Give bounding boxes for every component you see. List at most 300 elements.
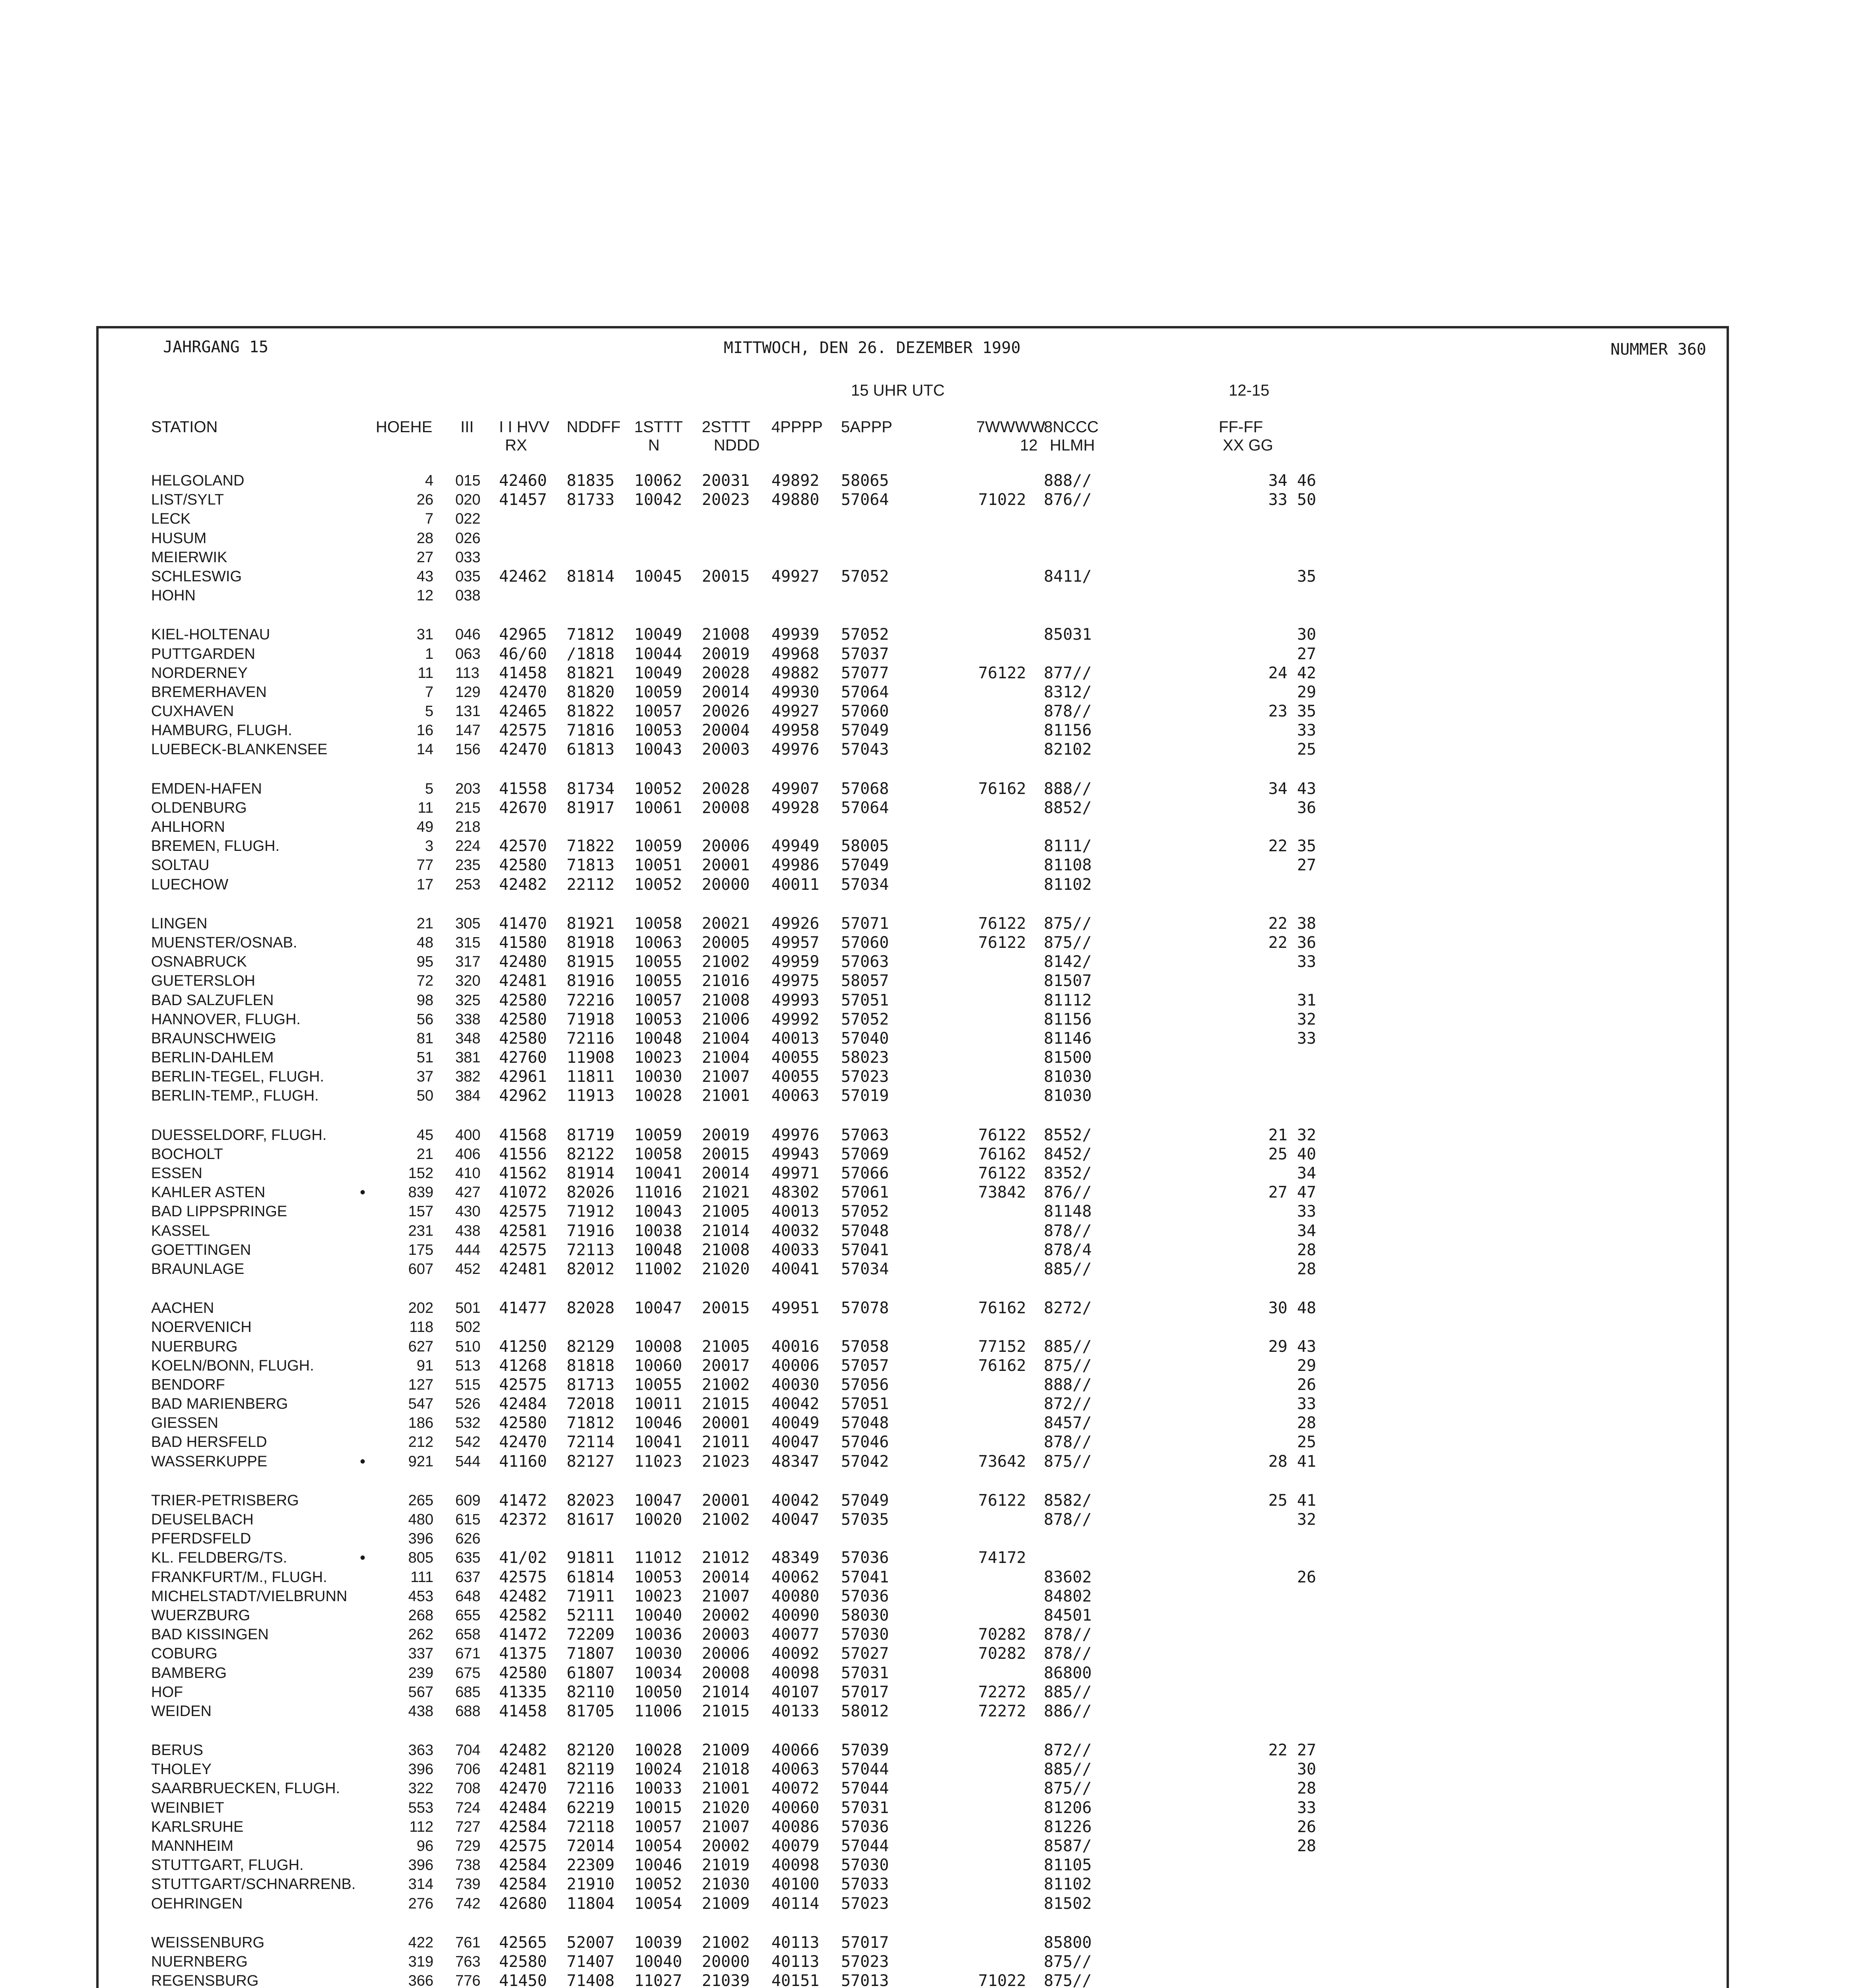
- group-4pppp: 40013: [771, 1202, 820, 1221]
- group-4pppp: 49971: [771, 1164, 820, 1182]
- group-5appp: 57030: [841, 1856, 889, 1875]
- station-name: OEHRINGEN: [151, 1895, 243, 1912]
- group-nddff: 81821: [567, 664, 615, 682]
- group-ffff: 25: [1297, 1433, 1316, 1452]
- table-row: [0, 1568, 1855, 1587]
- group-1sttt: 10058: [634, 1145, 682, 1163]
- station-index: 131: [455, 703, 481, 720]
- group-2sttt: 20001: [702, 856, 750, 875]
- group-1sttt: 10023: [634, 1587, 682, 1606]
- group-nddff: 81914: [567, 1164, 615, 1182]
- station-name: BOCHOLT: [151, 1145, 223, 1163]
- group-2sttt: 21007: [702, 1068, 750, 1086]
- group-1sttt: 10020: [634, 1510, 682, 1529]
- station-index: 544: [455, 1453, 481, 1470]
- station-height: 31: [416, 626, 433, 643]
- group-ffff: 30 48: [1268, 1299, 1316, 1318]
- group-2sttt: 20015: [702, 1299, 750, 1318]
- group-5appp: 57013: [841, 1972, 889, 1988]
- group-1sttt: 11012: [634, 1549, 682, 1567]
- group-8nccc: 81112: [1044, 991, 1092, 1010]
- station-index: 648: [455, 1588, 481, 1605]
- station-height: 43: [416, 568, 433, 585]
- group-4pppp: 40107: [771, 1683, 820, 1701]
- table-row: [0, 1145, 1855, 1164]
- table-row: [0, 1856, 1855, 1875]
- group-1sttt: 10053: [634, 1010, 682, 1029]
- group-5appp: 57052: [841, 1010, 889, 1029]
- station-index: 026: [455, 530, 481, 547]
- group-ihvv: 42580: [499, 1664, 547, 1682]
- group-5appp: 57061: [841, 1183, 889, 1202]
- group-5appp: 57036: [841, 1549, 889, 1567]
- group-nddff: 82122: [567, 1145, 615, 1163]
- group-8nccc: 81030: [1044, 1087, 1092, 1105]
- group-nddff: 71822: [567, 837, 615, 856]
- station-height: 16: [416, 722, 433, 739]
- group-ihvv: 42482: [499, 1587, 547, 1606]
- group-2sttt: 21004: [702, 1029, 750, 1048]
- station-height: 127: [408, 1376, 433, 1393]
- station-index: 513: [455, 1357, 481, 1374]
- station-name: PUTTGARDEN: [151, 645, 255, 662]
- group-ihvv: 42584: [499, 1875, 547, 1894]
- station-height: 1: [425, 645, 433, 662]
- station-height: 314: [408, 1876, 433, 1893]
- group-5appp: 58057: [841, 972, 889, 990]
- group-1sttt: 11023: [634, 1452, 682, 1471]
- group-1sttt: 10041: [634, 1164, 682, 1182]
- station-name: LIST/SYLT: [151, 491, 224, 509]
- station-index: 776: [455, 1972, 481, 1988]
- station-index: 452: [455, 1260, 481, 1277]
- group-1sttt: 11002: [634, 1260, 682, 1278]
- group-5appp: 58023: [841, 1048, 889, 1067]
- group-2sttt: 20002: [702, 1837, 750, 1855]
- table-row: [0, 1241, 1855, 1260]
- group-1sttt: 10040: [634, 1606, 682, 1625]
- station-name: LINGEN: [151, 915, 208, 932]
- group-4pppp: 40092: [771, 1644, 820, 1663]
- group-4pppp: 40133: [771, 1702, 820, 1720]
- group-ffff: 28 41: [1268, 1452, 1316, 1471]
- group-ihvv: 42680: [499, 1894, 547, 1913]
- group-4pppp: 48347: [771, 1452, 820, 1471]
- station-index: 727: [455, 1818, 481, 1835]
- station-index: 626: [455, 1530, 481, 1547]
- group-4pppp: 40079: [771, 1837, 820, 1855]
- station-index: 515: [455, 1376, 481, 1393]
- group-5appp: 57060: [841, 702, 889, 721]
- group-ffff: 25: [1297, 740, 1316, 759]
- group-5appp: 57033: [841, 1875, 889, 1894]
- group-1sttt: 10057: [634, 702, 682, 721]
- station-index: 382: [455, 1068, 481, 1085]
- group-8nccc: 885//: [1044, 1260, 1092, 1278]
- col-2sttt: 2STTT: [702, 418, 751, 436]
- group-5appp: 57036: [841, 1587, 889, 1606]
- group-7wwww: 72272: [978, 1683, 1026, 1701]
- table-row: [0, 721, 1855, 740]
- group-1sttt: 10055: [634, 953, 682, 971]
- group-5appp: 57034: [841, 1260, 889, 1278]
- group-7wwww: 77152: [978, 1337, 1026, 1356]
- group-4pppp: 40063: [771, 1087, 820, 1105]
- station-height: 322: [408, 1780, 433, 1797]
- station-index: 022: [455, 511, 481, 528]
- group-5appp: 57044: [841, 1779, 889, 1798]
- station-name: WEIDEN: [151, 1703, 212, 1720]
- group-ihvv: 42961: [499, 1068, 547, 1086]
- station-index: 738: [455, 1857, 481, 1874]
- station-index: 637: [455, 1569, 481, 1586]
- group-ihvv: 41/02: [499, 1549, 547, 1567]
- group-1sttt: 10028: [634, 1741, 682, 1760]
- station-index: 305: [455, 915, 481, 932]
- station-index: 438: [455, 1222, 481, 1239]
- group-ihvv: 42481: [499, 1260, 547, 1278]
- group-5appp: 57049: [841, 1491, 889, 1510]
- group-4pppp: 49892: [771, 472, 820, 490]
- group-ffff: 22 35: [1268, 837, 1316, 856]
- table-row: [0, 1318, 1855, 1337]
- group-ffff: 30: [1297, 625, 1316, 644]
- station-name: HELGOLAND: [151, 472, 245, 489]
- station-height: 152: [408, 1165, 433, 1182]
- group-ihvv: 42580: [499, 1952, 547, 1971]
- station-name: KIEL-HOLTENAU: [151, 626, 270, 643]
- group-ihvv: 41072: [499, 1183, 547, 1202]
- group-8nccc: 81102: [1044, 1875, 1092, 1894]
- station-name: BERLIN-TEGEL, FLUGH.: [151, 1068, 324, 1085]
- station-name: WEINBIET: [151, 1799, 224, 1816]
- group-1sttt: 10061: [634, 798, 682, 817]
- station-name: BERLIN-DAHLEM: [151, 1049, 274, 1066]
- table-row: [0, 1625, 1855, 1644]
- station-index: 253: [455, 876, 481, 893]
- table-row: [0, 1202, 1855, 1221]
- group-ihvv: 42670: [499, 798, 547, 817]
- group-4pppp: 49939: [771, 625, 820, 644]
- group-ihvv: 46/60: [499, 645, 547, 663]
- table-row: [0, 509, 1855, 528]
- station-height: 112: [409, 1818, 433, 1835]
- group-ffff: 22 27: [1268, 1741, 1316, 1760]
- station-index: 035: [455, 568, 481, 585]
- station-height: 396: [408, 1761, 433, 1778]
- group-2sttt: 21011: [702, 1433, 750, 1452]
- group-5appp: 57069: [841, 1145, 889, 1163]
- station-height: 422: [408, 1934, 433, 1951]
- group-4pppp: 40113: [771, 1952, 820, 1971]
- group-2sttt: 20015: [702, 567, 750, 586]
- group-5appp: 58030: [841, 1606, 889, 1625]
- group-ffff: 34 43: [1268, 779, 1316, 798]
- group-nddff: 82120: [567, 1741, 615, 1760]
- station-height: 547: [408, 1396, 433, 1413]
- station-height: 7: [425, 683, 433, 701]
- table-row: [0, 779, 1855, 798]
- table-row: [0, 1798, 1855, 1817]
- group-2sttt: 20006: [702, 1644, 750, 1663]
- group-ihvv: 41450: [499, 1972, 547, 1988]
- table-row: [0, 1587, 1855, 1606]
- group-2sttt: 20014: [702, 1568, 750, 1586]
- group-1sttt: 10059: [634, 837, 682, 856]
- station-name: KAHLER ASTEN: [151, 1184, 266, 1201]
- station-index: 033: [455, 549, 481, 566]
- group-nddff: 11913: [567, 1087, 615, 1105]
- issue-number: NUMMER 360: [1610, 340, 1706, 359]
- group-ihvv: 42470: [499, 1433, 547, 1452]
- group-ihvv: 41250: [499, 1337, 547, 1356]
- group-1sttt: 10058: [634, 914, 682, 933]
- station-height: 4: [425, 472, 433, 489]
- group-ffff: 30: [1297, 1760, 1316, 1779]
- station-index: 156: [455, 741, 481, 758]
- station-height: 28: [416, 530, 433, 547]
- group-1sttt: 10046: [634, 1414, 682, 1433]
- group-5appp: 57051: [841, 991, 889, 1010]
- station-height: 186: [408, 1415, 433, 1432]
- group-8nccc: 8852/: [1044, 798, 1092, 817]
- group-4pppp: 40047: [771, 1510, 820, 1529]
- group-ihvv: 42470: [499, 1779, 547, 1798]
- table-row: [0, 1644, 1855, 1663]
- group-ffff: 32: [1297, 1510, 1316, 1529]
- group-nddff: 81617: [567, 1510, 615, 1529]
- table-row: [0, 1048, 1855, 1067]
- group-8nccc: 8457/: [1044, 1414, 1092, 1433]
- station-index: 729: [455, 1838, 481, 1854]
- group-nddff: 81719: [567, 1126, 615, 1144]
- station-name: AHLHORN: [151, 819, 225, 835]
- group-ffff: 32: [1297, 1010, 1316, 1029]
- group-1sttt: 10015: [634, 1798, 682, 1817]
- group-8nccc: 81105: [1044, 1856, 1092, 1875]
- station-height: 21: [416, 1145, 433, 1163]
- table-row: [0, 1702, 1855, 1721]
- station-index: 063: [455, 645, 481, 662]
- group-4pppp: 40062: [771, 1568, 820, 1586]
- group-1sttt: 10055: [634, 1375, 682, 1394]
- station-height: 607: [408, 1260, 433, 1277]
- station-height: 5: [425, 703, 433, 720]
- group-nddff: 61807: [567, 1664, 615, 1682]
- group-ihvv: 42565: [499, 1933, 547, 1952]
- group-2sttt: 20023: [702, 491, 750, 509]
- group-nddff: 82110: [567, 1683, 615, 1701]
- period-label: 12-15: [1229, 382, 1270, 399]
- group-2sttt: 21015: [702, 1395, 750, 1413]
- group-nddff: 82028: [567, 1299, 615, 1318]
- table-row: [0, 1606, 1855, 1625]
- station-height: 567: [408, 1683, 433, 1701]
- station-height: 438: [408, 1703, 433, 1720]
- station-height: 839: [408, 1184, 433, 1201]
- group-5appp: 57049: [841, 856, 889, 875]
- group-4pppp: 49957: [771, 933, 820, 952]
- group-8nccc: 878//: [1044, 1510, 1092, 1529]
- group-nddff: 82127: [567, 1452, 615, 1471]
- group-2sttt: 20008: [702, 798, 750, 817]
- group-5appp: 57023: [841, 1952, 889, 1971]
- group-2sttt: 21014: [702, 1683, 750, 1701]
- group-nddff: 72014: [567, 1837, 615, 1855]
- group-1sttt: 10048: [634, 1029, 682, 1048]
- group-8nccc: 878//: [1044, 1221, 1092, 1240]
- group-4pppp: 49907: [771, 779, 820, 798]
- station-name: BRAUNSCHWEIG: [151, 1030, 276, 1047]
- group-1sttt: 10049: [634, 625, 682, 644]
- group-4pppp: 49949: [771, 837, 820, 856]
- table-row: [0, 837, 1855, 856]
- group-ihvv: 42462: [499, 567, 547, 586]
- group-nddff: 91811: [567, 1549, 615, 1567]
- group-ihvv: 42484: [499, 1798, 547, 1817]
- station-name: MUENSTER/OSNAB.: [151, 934, 297, 951]
- group-8nccc: 876//: [1044, 491, 1092, 509]
- group-2sttt: 21005: [702, 1202, 750, 1221]
- group-1sttt: 10011: [634, 1395, 682, 1413]
- group-7wwww: 71022: [978, 1972, 1026, 1988]
- group-4pppp: 49926: [771, 914, 820, 933]
- station-group: [0, 914, 1855, 1106]
- station-index: 427: [455, 1184, 481, 1201]
- group-ihvv: 42581: [499, 1221, 547, 1240]
- group-nddff: 71916: [567, 1221, 615, 1240]
- group-8nccc: 83602: [1044, 1568, 1092, 1586]
- group-nddff: 82026: [567, 1183, 615, 1202]
- station-index: 348: [455, 1030, 481, 1047]
- col-5appp: 5APPP: [841, 418, 892, 436]
- group-ihvv: 41558: [499, 779, 547, 798]
- group-8nccc: 877//: [1044, 664, 1092, 682]
- group-1sttt: 11016: [634, 1183, 682, 1202]
- station-height: 453: [408, 1588, 433, 1605]
- station-name: KOELN/BONN, FLUGH.: [151, 1357, 314, 1374]
- group-2sttt: 20005: [702, 933, 750, 952]
- station-name: OLDENBURG: [151, 799, 247, 816]
- group-4pppp: 49959: [771, 953, 820, 971]
- group-4pppp: 49943: [771, 1145, 820, 1163]
- group-2sttt: 20002: [702, 1606, 750, 1625]
- station-table: [0, 471, 1855, 1988]
- group-1sttt: 10039: [634, 1933, 682, 1952]
- group-ihvv: 42575: [499, 1568, 547, 1586]
- group-5appp: 57041: [841, 1241, 889, 1259]
- mountain-marker: •: [360, 1452, 366, 1470]
- group-ihvv: 41268: [499, 1356, 547, 1375]
- group-4pppp: 40086: [771, 1817, 820, 1836]
- group-2sttt: 21006: [702, 1010, 750, 1029]
- group-ffff: 29: [1297, 683, 1316, 701]
- station-name: SCHLESWIG: [151, 568, 242, 585]
- mountain-marker: •: [360, 1184, 366, 1202]
- table-row: [0, 1260, 1855, 1279]
- table-row: [0, 548, 1855, 567]
- group-8nccc: 875//: [1044, 1952, 1092, 1971]
- station-group: [0, 1126, 1855, 1279]
- group-ihvv: 42575: [499, 1837, 547, 1855]
- group-2sttt: 20006: [702, 837, 750, 856]
- group-nddff: 72216: [567, 991, 615, 1010]
- group-1sttt: 10059: [634, 683, 682, 701]
- group-8nccc: 81156: [1044, 721, 1092, 740]
- station-height: 91: [416, 1357, 433, 1374]
- group-ffff: 34: [1297, 1164, 1316, 1182]
- station-height: 805: [408, 1549, 433, 1567]
- group-8nccc: 81226: [1044, 1817, 1092, 1836]
- station-height: 627: [408, 1338, 433, 1355]
- station-index: 129: [455, 683, 481, 701]
- group-nddff: 71812: [567, 1414, 615, 1433]
- group-2sttt: 21023: [702, 1452, 750, 1471]
- station-height: 81: [416, 1030, 433, 1047]
- group-5appp: 57060: [841, 933, 889, 952]
- group-2sttt: 21002: [702, 1375, 750, 1394]
- station-name: BAMBERG: [151, 1664, 227, 1681]
- group-2sttt: 21020: [702, 1260, 750, 1278]
- station-height: 265: [408, 1492, 433, 1509]
- station-name: BAD HERSFELD: [151, 1434, 267, 1451]
- group-1sttt: 10051: [634, 856, 682, 875]
- station-index: 655: [455, 1607, 481, 1624]
- station-index: 502: [455, 1319, 481, 1336]
- table-row: [0, 683, 1855, 702]
- group-1sttt: 11006: [634, 1702, 682, 1720]
- table-row: [0, 1510, 1855, 1529]
- group-nddff: 81916: [567, 972, 615, 990]
- group-5appp: 57031: [841, 1664, 889, 1682]
- station-index: 315: [455, 934, 481, 951]
- station-index: 400: [455, 1126, 481, 1143]
- group-ffff: 28: [1297, 1779, 1316, 1798]
- group-5appp: 57041: [841, 1568, 889, 1586]
- group-1sttt: 10036: [634, 1625, 682, 1644]
- table-row: [0, 1529, 1855, 1548]
- station-index: 317: [455, 953, 481, 971]
- group-8nccc: 875//: [1044, 1779, 1092, 1798]
- group-5appp: 57058: [841, 1337, 889, 1356]
- group-4pppp: 40080: [771, 1587, 820, 1606]
- group-2sttt: 21009: [702, 1894, 750, 1913]
- group-4pppp: 40090: [771, 1606, 820, 1625]
- group-4pppp: 49976: [771, 1126, 820, 1144]
- group-8nccc: 81030: [1044, 1068, 1092, 1086]
- station-index: 224: [455, 838, 481, 855]
- table-row: [0, 1126, 1855, 1145]
- group-1sttt: 10054: [634, 1837, 682, 1855]
- group-8nccc: 8452/: [1044, 1145, 1092, 1163]
- group-nddff: 71812: [567, 625, 615, 644]
- station-group: [0, 1741, 1855, 1913]
- group-8nccc: 8111/: [1044, 837, 1092, 856]
- station-index: 038: [455, 587, 481, 604]
- group-2sttt: 21002: [702, 1510, 750, 1529]
- group-2sttt: 20028: [702, 779, 750, 798]
- group-1sttt: 10042: [634, 491, 682, 509]
- group-1sttt: 11027: [634, 1972, 682, 1988]
- group-ffff: 26: [1297, 1568, 1316, 1586]
- station-name: WASSERKUPPE: [151, 1453, 268, 1470]
- group-ffff: 33: [1297, 1202, 1316, 1221]
- group-7wwww: 76162: [978, 1145, 1026, 1163]
- col-hvv-sub: RX: [505, 437, 527, 454]
- group-2sttt: 21021: [702, 1183, 750, 1202]
- group-ihvv: 42481: [499, 972, 547, 990]
- group-2sttt: 20014: [702, 1164, 750, 1182]
